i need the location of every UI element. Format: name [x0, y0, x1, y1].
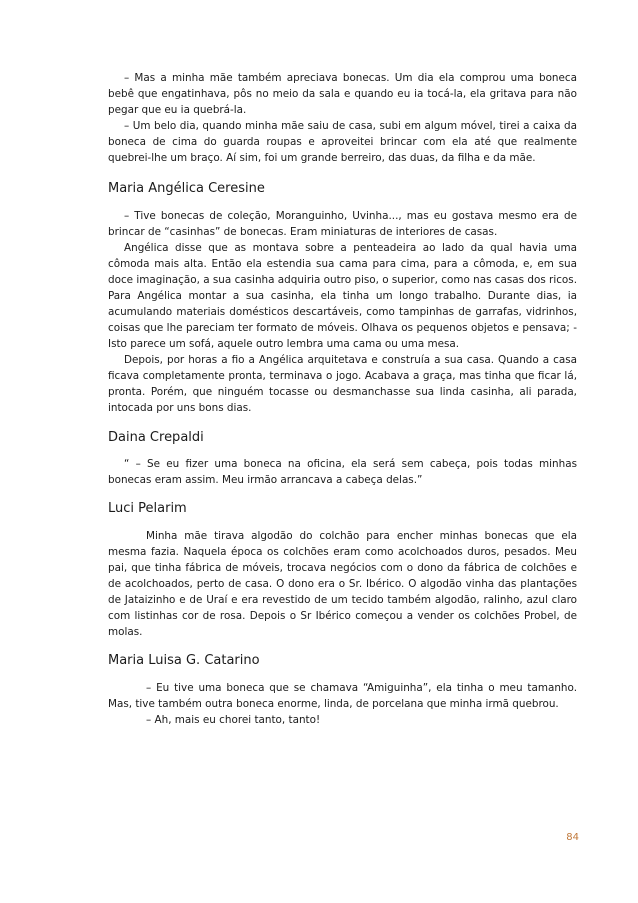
paragraph: – Tive bonecas de coleção, Moranguinho, Uvinha..., mas eu gostava mesmo era de brincar de “casinhas” de bonecas. Eram miniaturas de interiores de casas.	[108, 210, 577, 238]
section-ceresine	[108, 180, 577, 416]
section-heading: Maria Luisa G. Catarino	[108, 653, 260, 668]
section-heading: Maria Angélica Ceresine	[108, 181, 265, 196]
paragraph: – Eu tive uma boneca que se chamava “Amiguinha”, ela tinha o meu tamanho. Mas, tive também outra boneca enorme, linda, de porcelana que minha irmã quebrou.	[108, 682, 577, 710]
intro-section	[108, 70, 577, 166]
paragraph: – Ah, mais eu chorei tanto, tanto!	[146, 714, 321, 726]
paragraph: Depois, por horas a fio a Angélica arquitetava e construía a sua casa. Quando a casa ficava completamente pronta, terminava o jogo. Acabava a graça, mas tinha que ficar lá, pronta. Porém, que ninguém tocasse ou desmanchasse sua linda casinha, ali parada, intocada por uns bons dias.	[108, 354, 577, 414]
section-pelarim	[108, 500, 577, 640]
paragraph: Angélica disse que as montava sobre a penteadeira ao lado da qual havia uma cômoda mais alta. Então ela estendia sua cama para cima, para a cômoda, e, em sua doce imaginação, a sua casinha adquiria outro piso, o superior, como nas casas dos ricos. Para Angélica montar a sua casinha, ela tinha um longo trabalho. Durante dias, ia acumulando materiais domésticos descartáveis, como tampinhas de garrafas, vidrinhos, coisas que lhe pareciam ter formato de móveis. Olhava os pequenos objetos e pensava; - Isto parece um sofá, aquele outro lembra uma cama ou uma mesa.	[108, 242, 577, 350]
page-number: 84	[566, 832, 579, 843]
section-crepaldi	[108, 429, 577, 488]
paragraph: Minha mãe tirava algodão do colchão para encher minhas bonecas que ela mesma fazia. Naquela época os colchões eram como acolchoados duros, pesados. Meu pai, que tinha fábrica de móveis, trocava negócios com o dono da fábrica de colchões e de acolchoados, perto de casa. O dono era o Sr. Ibérico. O algodão vinha das plantações de Jataizinho e de Uraí e era revestido de um tecido também algodão, ralinho, azul claro com listinhas cor de rosa. Depois o Sr Ibérico começou a vender os colchões Probel, de molas.	[108, 530, 577, 638]
section-catarino	[108, 652, 577, 728]
page-body	[108, 70, 577, 728]
section-heading: Daina Crepaldi	[108, 430, 204, 445]
paragraph: – Mas a minha mãe também apreciava bonecas. Um dia ela comprou uma boneca bebê que engatinhava, pôs no meio da sala e quando eu ia tocá-la, ela gritava para não pegar que eu ia quebrá-la.	[108, 72, 577, 116]
section-heading: Luci Pelarim	[108, 501, 187, 516]
paragraph: “ – Se eu fizer uma boneca na oficina, ela será sem cabeça, pois todas minhas bonecas eram assim. Meu irmão arrancava a cabeça delas.”	[108, 458, 577, 486]
paragraph: – Um belo dia, quando minha mãe saiu de casa, subi em algum móvel, tirei a caixa da boneca de cima do guarda roupas e aproveitei brincar com ela até que realmente quebrei-lhe um braço. Aí sim, foi um grande berreiro, das duas, da filha e da mãe.	[108, 120, 577, 164]
